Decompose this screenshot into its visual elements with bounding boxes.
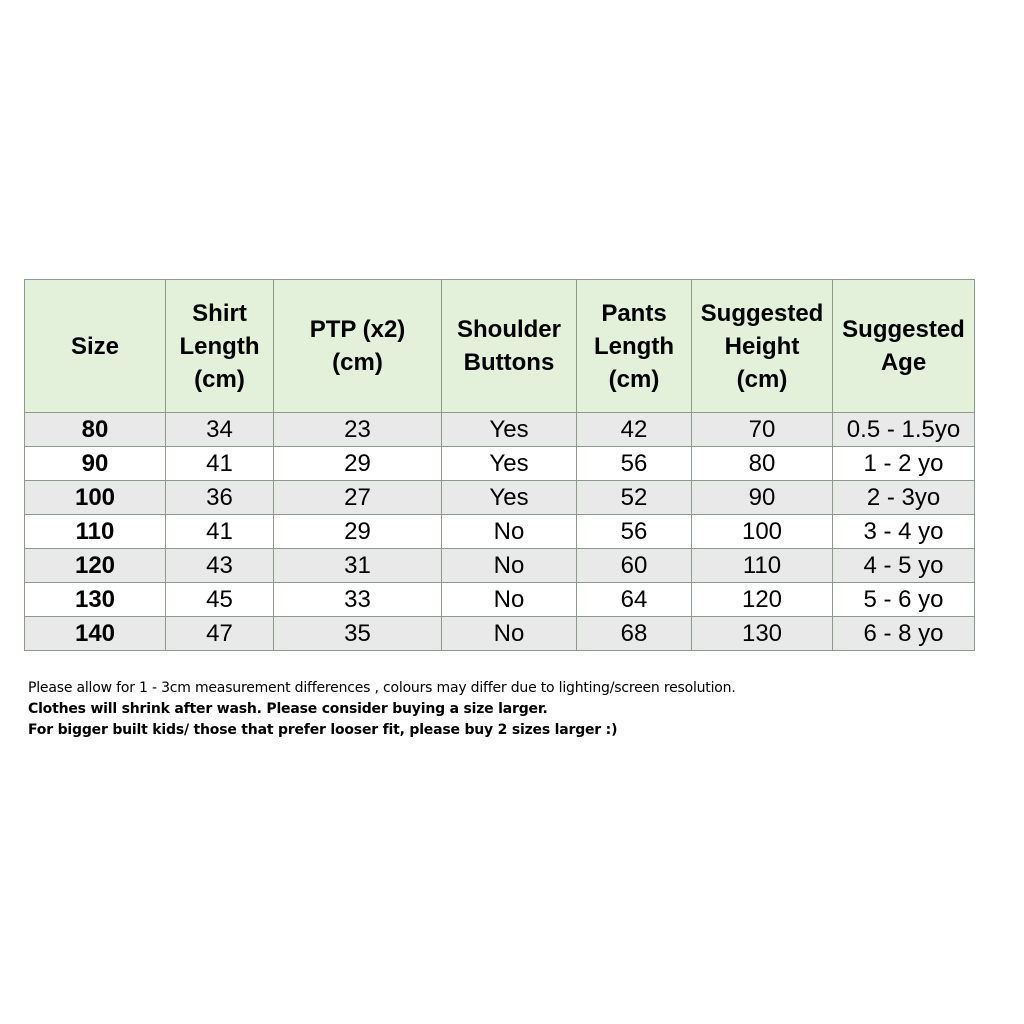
column-header-line: Suggested bbox=[700, 299, 824, 327]
table-cell: 31 bbox=[274, 549, 442, 583]
table-cell: 130 bbox=[692, 617, 833, 651]
table-row bbox=[25, 481, 975, 515]
column-header bbox=[166, 280, 274, 413]
table-cell: 2 - 3yo bbox=[833, 481, 975, 515]
table-cell: 47 bbox=[166, 617, 274, 651]
table-cell: 41 bbox=[166, 515, 274, 549]
table-cell: 80 bbox=[692, 447, 833, 481]
column-header-line: PTP (x2) bbox=[309, 316, 406, 343]
size-cell: 80 bbox=[25, 413, 166, 447]
column-header bbox=[833, 280, 975, 413]
column-header bbox=[25, 280, 166, 413]
table-cell: 5 - 6 yo bbox=[833, 583, 975, 617]
table-cell: 120 bbox=[692, 583, 833, 617]
column-header-line: Age bbox=[880, 349, 927, 376]
table-cell: 70 bbox=[692, 413, 833, 447]
table-cell: 100 bbox=[692, 515, 833, 549]
size-chart-table bbox=[24, 279, 975, 651]
table-row bbox=[25, 447, 975, 481]
table-cell: 42 bbox=[577, 413, 692, 447]
size-cell: 130 bbox=[25, 583, 166, 617]
size-cell: 120 bbox=[25, 549, 166, 583]
table-row bbox=[25, 617, 975, 651]
size-cell: 90 bbox=[25, 447, 166, 481]
column-header-line: Buttons bbox=[463, 349, 555, 376]
table-cell: 41 bbox=[166, 447, 274, 481]
size-cell: 140 bbox=[25, 617, 166, 651]
table-cell: 27 bbox=[274, 481, 442, 515]
table-cell: 56 bbox=[577, 447, 692, 481]
table-cell: No bbox=[442, 515, 577, 549]
table-cell: 64 bbox=[577, 583, 692, 617]
table-cell: 90 bbox=[692, 481, 833, 515]
table-row bbox=[25, 515, 975, 549]
table-cell: 23 bbox=[274, 413, 442, 447]
table-cell: 29 bbox=[274, 447, 442, 481]
notes bbox=[28, 678, 736, 741]
column-header-line: Shirt bbox=[192, 299, 247, 327]
table-row bbox=[25, 583, 975, 617]
table-header-row bbox=[25, 280, 975, 413]
table-cell: 110 bbox=[692, 549, 833, 583]
column-header-line: Length bbox=[179, 332, 260, 360]
table-cell: 3 - 4 yo bbox=[833, 515, 975, 549]
shrink-note: Clothes will shrink after wash. Please consider buying a size larger. bbox=[28, 701, 548, 717]
table-row bbox=[25, 413, 975, 447]
column-header-line: Size bbox=[70, 332, 120, 360]
table-cell: 29 bbox=[274, 515, 442, 549]
table-cell: 43 bbox=[166, 549, 274, 583]
table-cell: 34 bbox=[166, 413, 274, 447]
table-cell: 35 bbox=[274, 617, 442, 651]
column-header-line: (cm) bbox=[608, 365, 660, 393]
column-header bbox=[274, 280, 442, 413]
table-cell: No bbox=[442, 583, 577, 617]
table-cell: 6 - 8 yo bbox=[833, 617, 975, 651]
table-cell: No bbox=[442, 549, 577, 583]
column-header-line: Length bbox=[594, 332, 674, 360]
table-cell: 4 - 5 yo bbox=[833, 549, 975, 583]
table-cell: 0.5 - 1.5yo bbox=[833, 413, 975, 447]
column-header-line: Shoulder bbox=[456, 316, 561, 343]
table-cell: Yes bbox=[442, 413, 577, 447]
measurement-note: Please allow for 1 - 3cm measurement differences , colours may differ due to lighting/screen resolution. bbox=[28, 680, 736, 696]
column-header-line: Suggested bbox=[842, 316, 965, 343]
column-header-line: (cm) bbox=[736, 365, 788, 393]
table-cell: 33 bbox=[274, 583, 442, 617]
table-cell: 52 bbox=[577, 481, 692, 515]
table-row bbox=[25, 549, 975, 583]
table-cell: 60 bbox=[577, 549, 692, 583]
size-cell: 100 bbox=[25, 481, 166, 515]
table-cell: No bbox=[442, 617, 577, 651]
fit-note: For bigger built kids/ those that prefer looser fit, please buy 2 sizes larger :) bbox=[28, 722, 618, 738]
table-cell: 56 bbox=[577, 515, 692, 549]
table-cell: Yes bbox=[442, 481, 577, 515]
table-cell: 68 bbox=[577, 617, 692, 651]
table-cell: Yes bbox=[442, 447, 577, 481]
size-cell: 110 bbox=[25, 515, 166, 549]
table-cell: 45 bbox=[166, 583, 274, 617]
column-header bbox=[577, 280, 692, 413]
column-header bbox=[692, 280, 833, 413]
column-header-line: Pants bbox=[601, 299, 667, 327]
column-header-line: Height bbox=[724, 332, 800, 360]
column-header bbox=[442, 280, 577, 413]
table-body bbox=[25, 413, 975, 651]
column-header-line: (cm) bbox=[332, 349, 383, 376]
table-cell: 36 bbox=[166, 481, 274, 515]
table-cell: 1 - 2 yo bbox=[833, 447, 975, 481]
column-header-line: (cm) bbox=[194, 365, 245, 393]
